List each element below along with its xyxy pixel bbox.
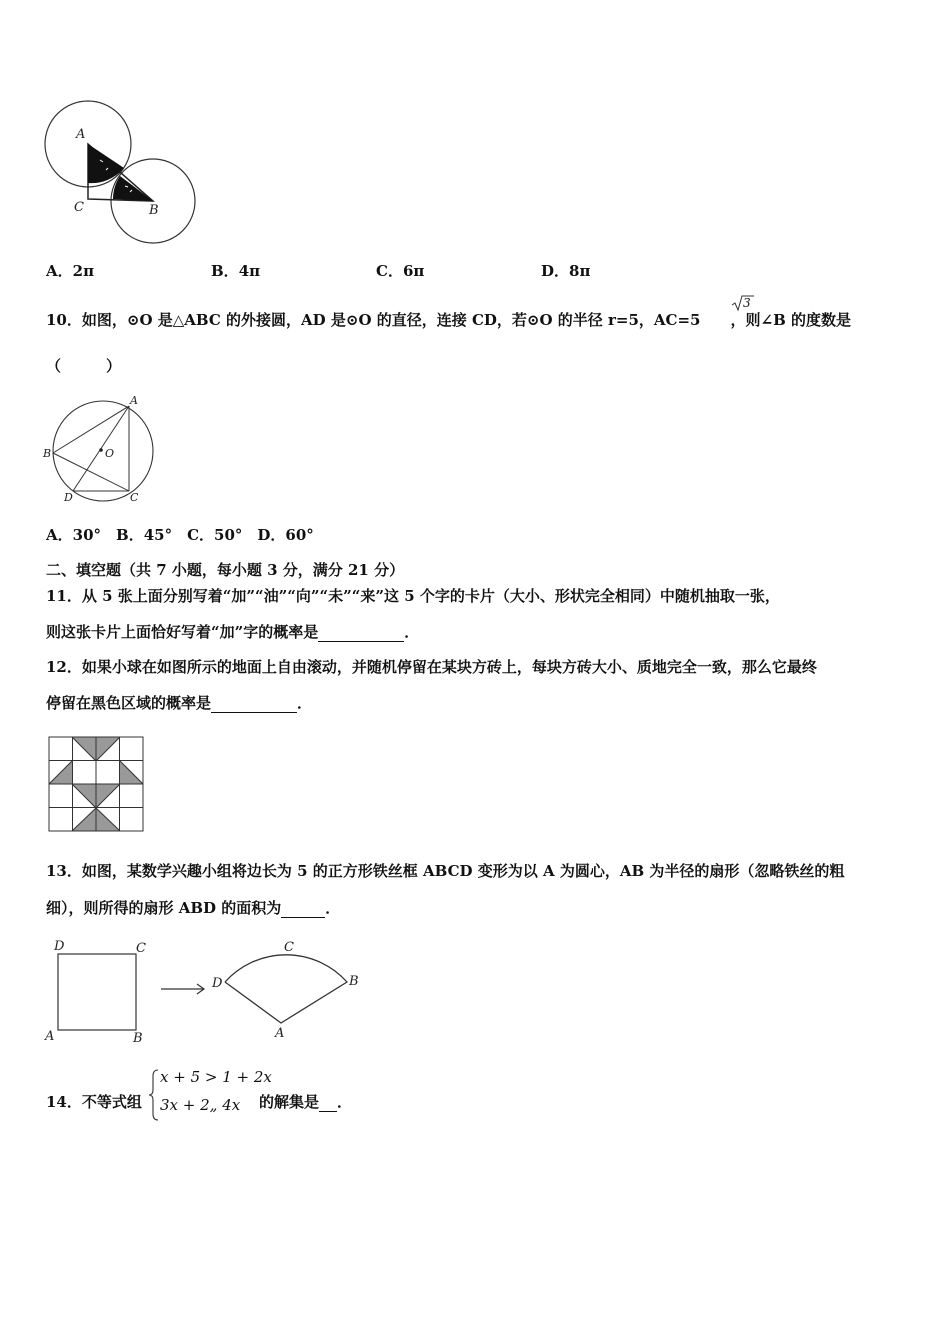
- q10-figure: [40, 393, 162, 505]
- q14-suffix: 的解集是 ．: [259, 1093, 353, 1111]
- q10-stem-part1: 10．如图，⊙O 是△ABC 的外接圆，AD 是⊙O 的直径，连接 CD，若⊙O 的半径 r=5，AC=5: [46, 311, 701, 329]
- sq-label-a: A: [45, 1029, 55, 1044]
- q13-answer-blank[interactable]: [281, 899, 325, 918]
- q11-answer-blank[interactable]: [318, 623, 404, 642]
- q13-line1: 13．如图，某数学兴趣小组将边长为 5 的正方形铁丝框 ABCD 变形为以 A 为圆心，AB 为半径的扇形（忽略铁丝的粗: [46, 862, 845, 880]
- q11-line2: 则这张卡片上面恰好写着“加”字的概率是 ．: [46, 623, 420, 641]
- label-b: B: [43, 447, 52, 460]
- label-b: B: [149, 203, 159, 218]
- q14-inequality-1: x + 5 > 1 + 2x: [160, 1068, 272, 1086]
- sq-label-b: B: [133, 1031, 143, 1046]
- sec-label-a: A: [275, 1026, 285, 1041]
- q9-option-c: C．6π: [376, 262, 425, 280]
- q14-inequality-2: 3x + 2„ 4x: [160, 1096, 241, 1114]
- label-o: O: [105, 447, 115, 460]
- label-d: D: [64, 491, 73, 504]
- section-title: 二、填空题（共 7 小题，每小题 3 分，满分 21 分）: [46, 561, 405, 579]
- shaded-region-b: [113, 176, 153, 201]
- q10-stem: [46, 311, 851, 329]
- q14-answer-blank[interactable]: [319, 1093, 337, 1112]
- q9-option-d: D．8π: [541, 262, 591, 280]
- label-c: C: [130, 491, 139, 504]
- q12-answer-blank[interactable]: [211, 694, 297, 713]
- square-abcd: [58, 954, 136, 1030]
- circumcircle: [53, 401, 153, 501]
- center-dot: [99, 448, 103, 452]
- sector-abd: [225, 955, 347, 1023]
- q10-paren: （ ）: [46, 357, 122, 375]
- sec-label-b: B: [349, 974, 359, 989]
- q14-prefix: 14．不等式组: [46, 1093, 142, 1111]
- q13-line2: 细），则所得的扇形 ABD 的面积为 ．: [46, 899, 341, 917]
- sq-label-d: D: [54, 939, 65, 954]
- sqrt-radicand: 3: [743, 296, 751, 310]
- label-a: A: [76, 127, 86, 142]
- q12-line1: 12．如果小球在如图所示的地面上自由滚动，并随机停留在某块方砖上，每块方砖大小、质地完全一致，那么它最终: [46, 658, 817, 676]
- sq-label-c: C: [136, 941, 146, 956]
- q13-figure: [40, 934, 370, 1048]
- q10-options: A．30° B．45° C．50° D．60°: [46, 526, 314, 544]
- q12-line2: 停留在黑色区域的概率是 ．: [46, 694, 313, 712]
- arrow-icon: [161, 984, 204, 994]
- label-c: C: [74, 200, 84, 215]
- q12-tile-grid: [48, 736, 146, 834]
- q9-figure: [40, 98, 200, 246]
- label-a: A: [130, 394, 138, 407]
- sec-label-c: C: [284, 940, 294, 955]
- q10-stem-part2: ，则∠B 的度数是: [730, 311, 851, 329]
- brace-icon: [148, 1068, 160, 1122]
- q9-option-b: B．4π: [211, 262, 261, 280]
- seg-ab: [53, 406, 129, 453]
- q11-line1: 11．从 5 张上面分别写着“加”“油”“向”“未”“来”这 5 个字的卡片（大小、形状完全相同）中随机抽取一张，: [46, 587, 780, 605]
- seg-bc: [53, 453, 129, 491]
- q9-option-a: A．2π: [46, 262, 95, 280]
- sec-label-d: D: [212, 976, 223, 991]
